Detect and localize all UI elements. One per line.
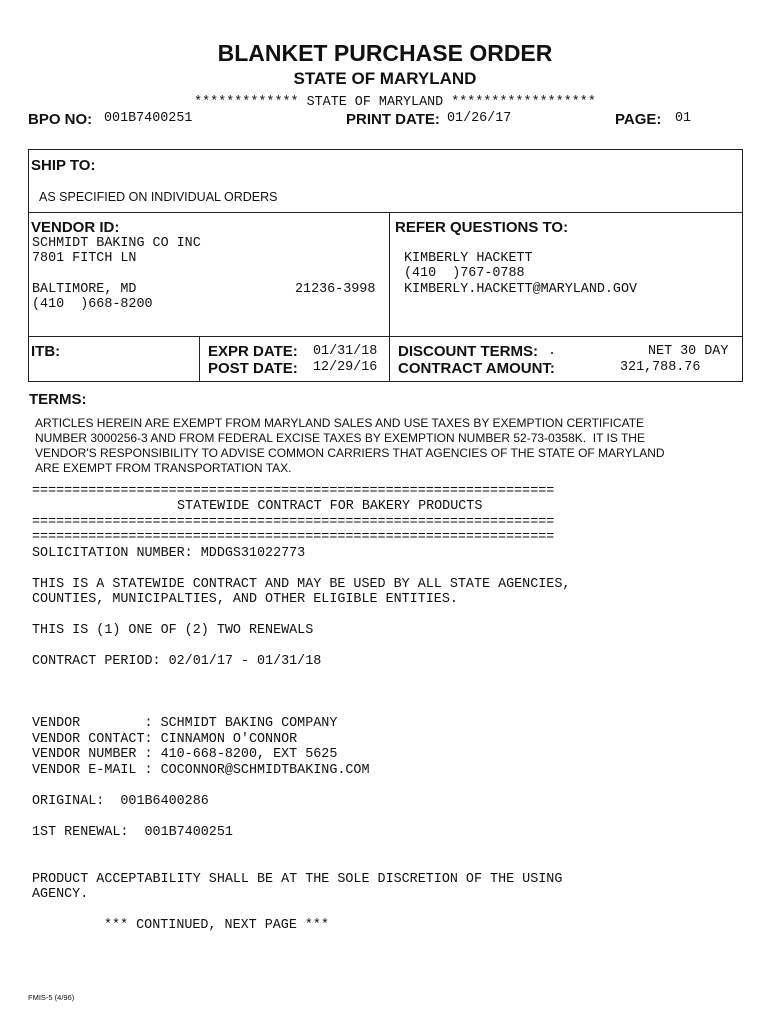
post-date-label: POST DATE: xyxy=(208,360,298,377)
vendor-city: BALTIMORE, MD xyxy=(32,282,137,297)
terms-line: ARTICLES HEREIN ARE EXEMPT FROM MARYLAND SALES AND USE TAXES BY EXEMPTION CERTIFICATE xyxy=(35,416,645,430)
post-date-value: 12/29/16 xyxy=(313,360,378,375)
discount-terms-label: DISCOUNT TERMS: xyxy=(398,343,538,360)
ship-to-label: SHIP TO: xyxy=(31,157,96,174)
vendor-phone: (410 )668-8200 xyxy=(32,297,153,312)
ship-to-value: AS SPECIFIED ON INDIVIDUAL ORDERS xyxy=(39,190,278,204)
refer-questions-label: REFER QUESTIONS TO: xyxy=(395,219,569,236)
itb-label: ITB: xyxy=(31,343,61,360)
terms-line: NUMBER 3000256-3 AND FROM FEDERAL EXCISE TAXES BY EXEMPTION NUMBER 52-73-0358K. IT IS THE xyxy=(35,431,645,445)
solicitation-number: SOLICITATION NUMBER: MDDGS31022773 xyxy=(32,546,306,561)
terms-label: TERMS: xyxy=(29,391,87,408)
vendor-id-label: VENDOR ID: xyxy=(31,219,120,236)
page-title: BLANKET PURCHASE ORDER xyxy=(217,40,553,66)
expr-date-label: EXPR DATE: xyxy=(208,343,298,360)
acceptability-text: PRODUCT ACCEPTABILITY SHALL BE AT THE SOLE DISCRETION OF THE USING xyxy=(32,872,563,887)
page-subtitle: STATE OF MARYLAND xyxy=(293,69,477,88)
banner-text: ************* STATE OF MARYLAND ****************** xyxy=(194,95,596,110)
vendor-zip: 21236-3998 xyxy=(295,282,376,297)
bpo-label: BPO NO: xyxy=(28,111,93,128)
contract-period: CONTRACT PERIOD: 02/01/17 - 01/31/18 xyxy=(32,654,322,669)
continued-notice: *** CONTINUED, NEXT PAGE *** xyxy=(104,918,329,933)
renewal-text: THIS IS (1) ONE OF (2) TWO RENEWALS xyxy=(32,623,314,638)
statewide-text: THIS IS A STATEWIDE CONTRACT AND MAY BE USED BY ALL STATE AGENCIES, xyxy=(32,577,571,592)
expr-date-value: 01/31/18 xyxy=(313,344,378,359)
discount-terms-value: NET 30 DAY xyxy=(648,344,729,359)
statewide-text: COUNTIES, MUNICIPALTIES, AND OTHER ELIGIBLE ENTITIES. xyxy=(32,592,458,607)
vendor-street: 7801 FITCH LN xyxy=(32,251,137,266)
separator-rule: ================================================================= xyxy=(32,515,555,530)
contact-name: KIMBERLY HACKETT xyxy=(404,251,533,266)
first-renewal-bpo: 1ST RENEWAL: 001B7400251 xyxy=(32,825,233,840)
vendor-number: VENDOR NUMBER : 410-668-8200, EXT 5625 xyxy=(32,747,338,762)
contact-email: KIMBERLY.HACKETT@MARYLAND.GOV xyxy=(404,282,638,297)
acceptability-text: AGENCY. xyxy=(32,887,89,902)
contract-amount-value: 321,788.76 xyxy=(620,360,701,375)
terms-line: VENDOR'S RESPONSIBILITY TO ADVISE COMMON CARRIERS THAT AGENCIES OF THE STATE OF MARYLAND xyxy=(35,446,665,460)
vendor-name: SCHMIDT BAKING CO INC xyxy=(32,236,201,251)
vendor-line: VENDOR : SCHMIDT BAKING COMPANY xyxy=(32,716,338,731)
print-date-label: PRINT DATE: xyxy=(346,111,440,128)
page-value: 01 xyxy=(675,111,692,126)
terms-line: ARE EXEMPT FROM TRANSPORTATION TAX. xyxy=(35,461,292,475)
contract-amount-label: CONTRACT AMOUNT: xyxy=(398,360,555,377)
form-id: FMIS-5 (4/96) xyxy=(28,993,75,1002)
bpo-value: 001B7400251 xyxy=(104,111,193,126)
vendor-email: VENDOR E-MAIL : COCONNOR@SCHMIDTBAKING.COM xyxy=(32,763,370,778)
section-title: STATEWIDE CONTRACT FOR BAKERY PRODUCTS xyxy=(177,499,483,514)
print-date-value: 01/26/17 xyxy=(447,111,512,126)
discount-terms-dot: . xyxy=(548,344,557,359)
vendor-contact: VENDOR CONTACT: CINNAMON O'CONNOR xyxy=(32,732,298,747)
page-label: PAGE: xyxy=(615,111,662,128)
separator-rule: ================================================================= xyxy=(32,484,555,499)
separator-rule: ================================================================= xyxy=(32,530,555,545)
contact-phone: (410 )767-0788 xyxy=(404,266,525,281)
original-bpo: ORIGINAL: 001B6400286 xyxy=(32,794,209,809)
